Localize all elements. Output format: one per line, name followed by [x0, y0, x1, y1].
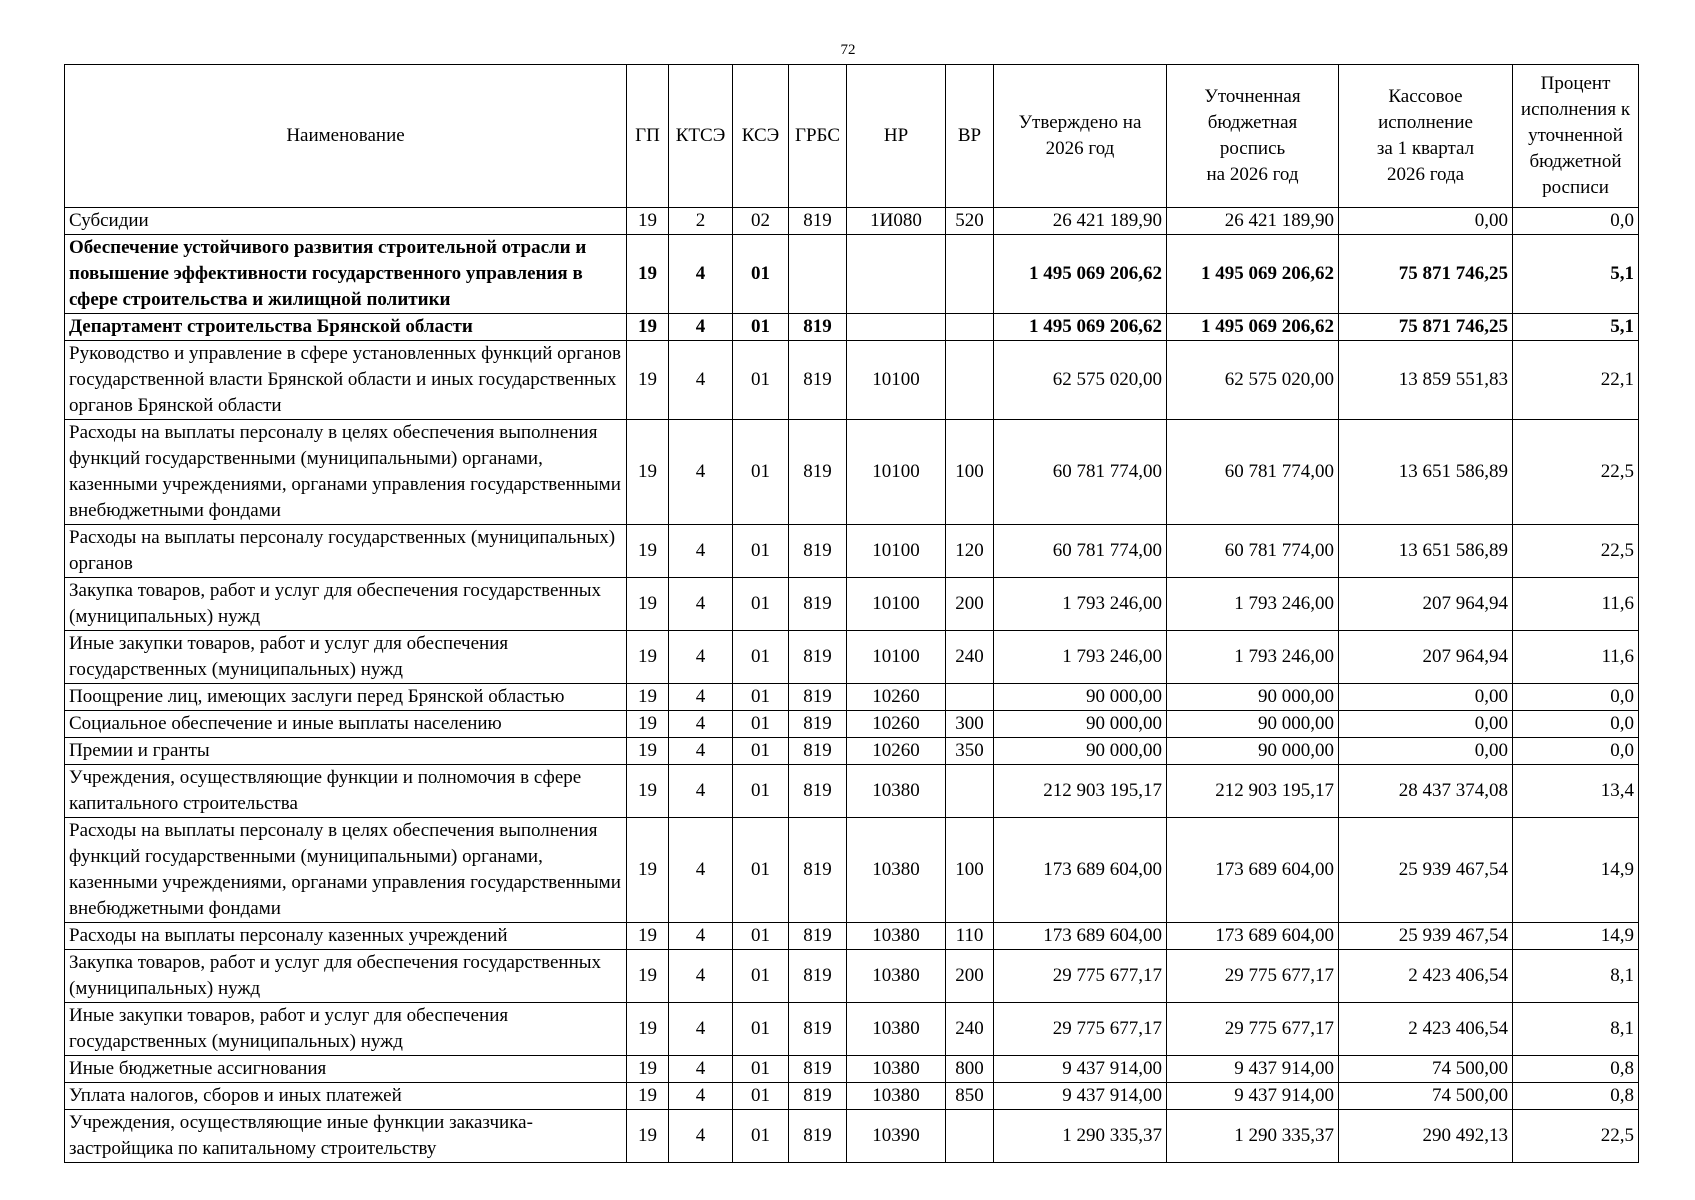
cell-cash: 13 651 586,89 [1339, 420, 1513, 525]
cell-vr [946, 341, 994, 420]
cell-kse: 01 [733, 684, 789, 711]
cell-gp: 19 [627, 1056, 669, 1083]
header-refined-line: бюджетная [1207, 112, 1298, 133]
cell-kse: 01 [733, 765, 789, 818]
cell-grbs: 819 [789, 525, 847, 578]
cell-kse: 01 [733, 738, 789, 765]
cell-nr: 10380 [847, 923, 946, 950]
cell-grbs: 819 [789, 684, 847, 711]
cell-approved: 60 781 774,00 [994, 525, 1167, 578]
table-row [65, 341, 1639, 420]
cell-approved: 1 495 069 206,62 [994, 314, 1167, 341]
cell-ktse: 4 [669, 235, 733, 314]
cell-approved: 29 775 677,17 [994, 1003, 1167, 1056]
table-row [65, 314, 1639, 341]
cell-refined: 1 495 069 206,62 [1167, 314, 1339, 341]
cell-nr [847, 314, 946, 341]
cell-grbs: 819 [789, 1056, 847, 1083]
cell-nr: 10100 [847, 578, 946, 631]
header-percent [1513, 65, 1639, 208]
cell-percent: 11,6 [1513, 578, 1639, 631]
table-row [65, 765, 1639, 818]
table-row [65, 525, 1639, 578]
cell-cash: 290 492,13 [1339, 1110, 1513, 1163]
cell-ktse: 4 [669, 1056, 733, 1083]
cell-approved: 1 793 246,00 [994, 578, 1167, 631]
cell-approved: 60 781 774,00 [994, 420, 1167, 525]
cell-grbs: 819 [789, 578, 847, 631]
table-row [65, 684, 1639, 711]
cell-vr [946, 684, 994, 711]
cell-kse: 02 [733, 208, 789, 235]
cell-nr: 10380 [847, 1003, 946, 1056]
cell-cash: 75 871 746,25 [1339, 314, 1513, 341]
cell-refined: 90 000,00 [1167, 738, 1339, 765]
header-percent-line: росписи [1542, 177, 1609, 198]
cell-gp: 19 [627, 631, 669, 684]
cell-refined: 1 495 069 206,62 [1167, 235, 1339, 314]
cell-kse: 01 [733, 950, 789, 1003]
cell-grbs: 819 [789, 818, 847, 923]
cell-vr: 350 [946, 738, 994, 765]
cell-percent: 0,0 [1513, 738, 1639, 765]
cell-kse: 01 [733, 1083, 789, 1110]
header-cash-line: Кассовое [1388, 86, 1463, 107]
cell-gp: 19 [627, 684, 669, 711]
cell-approved: 1 793 246,00 [994, 631, 1167, 684]
cell-approved: 1 290 335,37 [994, 1110, 1167, 1163]
cell-approved: 90 000,00 [994, 684, 1167, 711]
cell-grbs: 819 [789, 1003, 847, 1056]
cell-gp: 19 [627, 923, 669, 950]
header-percent-line: исполнения к [1520, 99, 1631, 120]
cell-percent: 8,1 [1513, 950, 1639, 1003]
cell-cash: 2 423 406,54 [1339, 950, 1513, 1003]
cell-name: Учреждения, осуществляющие функции и полномочия в сфере капитального строительства [65, 765, 627, 818]
cell-percent: 22,1 [1513, 341, 1639, 420]
table-row [65, 1110, 1639, 1163]
cell-refined: 90 000,00 [1167, 684, 1339, 711]
cell-percent: 22,5 [1513, 1110, 1639, 1163]
cell-gp: 19 [627, 1083, 669, 1110]
cell-refined: 1 793 246,00 [1167, 578, 1339, 631]
cell-kse: 01 [733, 314, 789, 341]
header-percent-line: бюджетной [1529, 151, 1622, 172]
cell-gp: 19 [627, 738, 669, 765]
table-body [65, 208, 1639, 1163]
table-row [65, 711, 1639, 738]
header-cash-line: за 1 квартал [1376, 138, 1475, 159]
cell-percent: 22,5 [1513, 525, 1639, 578]
cell-kse: 01 [733, 578, 789, 631]
cell-cash: 25 939 467,54 [1339, 923, 1513, 950]
header-refined-line: роспись [1219, 138, 1286, 159]
header-refined-line: Уточненная [1204, 86, 1301, 107]
cell-gp: 19 [627, 208, 669, 235]
cell-nr [847, 235, 946, 314]
header-grbs: ГРБС [789, 65, 847, 208]
cell-gp: 19 [627, 420, 669, 525]
table-row [65, 818, 1639, 923]
cell-nr: 10390 [847, 1110, 946, 1163]
cell-vr: 520 [946, 208, 994, 235]
cell-nr: 10380 [847, 765, 946, 818]
cell-percent: 5,1 [1513, 314, 1639, 341]
cell-gp: 19 [627, 525, 669, 578]
cell-name: Учреждения, осуществляющие иные функции заказчика-застройщика по капитальному строительству [65, 1110, 627, 1163]
cell-vr: 120 [946, 525, 994, 578]
cell-refined: 173 689 604,00 [1167, 818, 1339, 923]
cell-cash: 0,00 [1339, 684, 1513, 711]
cell-grbs: 819 [789, 711, 847, 738]
cell-percent: 14,9 [1513, 923, 1639, 950]
cell-refined: 173 689 604,00 [1167, 923, 1339, 950]
cell-kse: 01 [733, 420, 789, 525]
cell-vr: 800 [946, 1056, 994, 1083]
cell-vr: 200 [946, 950, 994, 1003]
header-name: Наименование [65, 65, 627, 208]
cell-name: Расходы на выплаты персоналу в целях обеспечения выполнения функций государственными (муниципальными) органами, казенными учреждениями, органами управления государственными внебюджетными фондами [65, 818, 627, 923]
header-refined [1167, 65, 1339, 208]
cell-refined: 90 000,00 [1167, 711, 1339, 738]
cell-cash: 25 939 467,54 [1339, 818, 1513, 923]
header-kse: КСЭ [733, 65, 789, 208]
cell-nr: 10380 [847, 1083, 946, 1110]
cell-ktse: 4 [669, 738, 733, 765]
cell-grbs: 819 [789, 1110, 847, 1163]
cell-vr: 110 [946, 923, 994, 950]
cell-approved: 173 689 604,00 [994, 923, 1167, 950]
cell-gp: 19 [627, 950, 669, 1003]
cell-gp: 19 [627, 1110, 669, 1163]
cell-cash: 28 437 374,08 [1339, 765, 1513, 818]
cell-cash: 74 500,00 [1339, 1083, 1513, 1110]
cell-gp: 19 [627, 578, 669, 631]
cell-name: Расходы на выплаты персоналу в целях обеспечения выполнения функций государственными (муниципальными) органами, казенными учреждениями, органами управления государственными внебюджетными фондами [65, 420, 627, 525]
cell-refined: 1 793 246,00 [1167, 631, 1339, 684]
cell-percent: 0,0 [1513, 684, 1639, 711]
cell-nr: 10260 [847, 738, 946, 765]
cell-ktse: 2 [669, 208, 733, 235]
cell-refined: 62 575 020,00 [1167, 341, 1339, 420]
cell-grbs: 819 [789, 314, 847, 341]
cell-refined: 29 775 677,17 [1167, 950, 1339, 1003]
cell-ktse: 4 [669, 684, 733, 711]
cell-approved: 1 495 069 206,62 [994, 235, 1167, 314]
header-approved [994, 65, 1167, 208]
cell-kse: 01 [733, 235, 789, 314]
cell-percent: 0,8 [1513, 1083, 1639, 1110]
cell-grbs: 819 [789, 420, 847, 525]
table-header-row [65, 65, 1639, 208]
cell-grbs: 819 [789, 950, 847, 1003]
cell-cash: 75 871 746,25 [1339, 235, 1513, 314]
cell-approved: 212 903 195,17 [994, 765, 1167, 818]
header-ktse: КТСЭ [669, 65, 733, 208]
table-row [65, 923, 1639, 950]
cell-ktse: 4 [669, 818, 733, 923]
cell-gp: 19 [627, 235, 669, 314]
cell-kse: 01 [733, 525, 789, 578]
header-cash-line: 2026 года [1386, 164, 1465, 185]
cell-kse: 01 [733, 923, 789, 950]
cell-cash: 0,00 [1339, 208, 1513, 235]
cell-cash: 13 651 586,89 [1339, 525, 1513, 578]
table-row [65, 631, 1639, 684]
cell-refined: 26 421 189,90 [1167, 208, 1339, 235]
cell-percent: 22,5 [1513, 420, 1639, 525]
cell-refined: 60 781 774,00 [1167, 525, 1339, 578]
cell-grbs: 819 [789, 738, 847, 765]
cell-cash: 2 423 406,54 [1339, 1003, 1513, 1056]
table-row [65, 1056, 1639, 1083]
cell-ktse: 4 [669, 314, 733, 341]
cell-nr: 1И080 [847, 208, 946, 235]
cell-gp: 19 [627, 1003, 669, 1056]
cell-nr: 10380 [847, 950, 946, 1003]
cell-ktse: 4 [669, 578, 733, 631]
table-row [65, 1083, 1639, 1110]
cell-approved: 26 421 189,90 [994, 208, 1167, 235]
cell-ktse: 4 [669, 631, 733, 684]
table-row [65, 578, 1639, 631]
cell-vr: 300 [946, 711, 994, 738]
cell-kse: 01 [733, 1056, 789, 1083]
table-row [65, 738, 1639, 765]
cell-grbs: 819 [789, 1083, 847, 1110]
cell-kse: 01 [733, 818, 789, 923]
cell-ktse: 4 [669, 1083, 733, 1110]
cell-refined: 29 775 677,17 [1167, 1003, 1339, 1056]
cell-percent: 0,0 [1513, 711, 1639, 738]
cell-gp: 19 [627, 314, 669, 341]
header-approved-line: 2026 год [1045, 138, 1115, 159]
cell-percent: 5,1 [1513, 235, 1639, 314]
cell-vr [946, 314, 994, 341]
cell-kse: 01 [733, 1110, 789, 1163]
cell-ktse: 4 [669, 525, 733, 578]
header-cash-line: исполнение [1378, 112, 1473, 133]
cell-vr [946, 235, 994, 314]
cell-vr: 240 [946, 631, 994, 684]
cell-approved: 90 000,00 [994, 711, 1167, 738]
cell-name: Закупка товаров, работ и услуг для обеспечения государственных (муниципальных) нужд [65, 578, 627, 631]
cell-ktse: 4 [669, 1003, 733, 1056]
cell-refined: 1 290 335,37 [1167, 1110, 1339, 1163]
cell-grbs: 819 [789, 765, 847, 818]
table-row [65, 1003, 1639, 1056]
cell-percent: 13,4 [1513, 765, 1639, 818]
cell-nr: 10100 [847, 631, 946, 684]
header-approved-line: Утверждено на [1018, 112, 1142, 133]
cell-ktse: 4 [669, 950, 733, 1003]
budget-table [64, 64, 1639, 1163]
cell-gp: 19 [627, 765, 669, 818]
cell-name: Иные бюджетные ассигнования [65, 1056, 627, 1083]
cell-nr: 10100 [847, 420, 946, 525]
cell-name: Руководство и управление в сфере установленных функций органов государственной власти Брянской области и иных государственных органов Брянской области [65, 341, 627, 420]
cell-kse: 01 [733, 631, 789, 684]
cell-grbs: 819 [789, 341, 847, 420]
cell-name: Расходы на выплаты персоналу государственных (муниципальных) органов [65, 525, 627, 578]
cell-nr: 10380 [847, 818, 946, 923]
cell-name: Обеспечение устойчивого развития строительной отрасли и повышение эффективности государственного управления в сфере строительства и жилищной политики [65, 235, 627, 314]
cell-cash: 0,00 [1339, 738, 1513, 765]
cell-percent: 0,8 [1513, 1056, 1639, 1083]
cell-name: Иные закупки товаров, работ и услуг для обеспечения государственных (муниципальных) нужд [65, 1003, 627, 1056]
cell-vr [946, 1110, 994, 1163]
cell-nr: 10100 [847, 341, 946, 420]
cell-grbs: 819 [789, 208, 847, 235]
cell-name: Социальное обеспечение и иные выплаты населению [65, 711, 627, 738]
cell-percent: 14,9 [1513, 818, 1639, 923]
cell-nr: 10100 [847, 525, 946, 578]
cell-nr: 10260 [847, 711, 946, 738]
cell-refined: 60 781 774,00 [1167, 420, 1339, 525]
cell-approved: 173 689 604,00 [994, 818, 1167, 923]
cell-nr: 10380 [847, 1056, 946, 1083]
cell-approved: 62 575 020,00 [994, 341, 1167, 420]
cell-gp: 19 [627, 711, 669, 738]
cell-name: Субсидии [65, 208, 627, 235]
cell-grbs: 819 [789, 923, 847, 950]
cell-vr [946, 765, 994, 818]
cell-ktse: 4 [669, 1110, 733, 1163]
header-vr: ВР [946, 65, 994, 208]
cell-ktse: 4 [669, 420, 733, 525]
page-number: 72 [840, 42, 856, 58]
cell-percent: 8,1 [1513, 1003, 1639, 1056]
cell-refined: 9 437 914,00 [1167, 1083, 1339, 1110]
cell-approved: 9 437 914,00 [994, 1083, 1167, 1110]
cell-kse: 01 [733, 1003, 789, 1056]
cell-vr: 240 [946, 1003, 994, 1056]
table-row [65, 420, 1639, 525]
cell-ktse: 4 [669, 341, 733, 420]
header-cash [1339, 65, 1513, 208]
cell-cash: 13 859 551,83 [1339, 341, 1513, 420]
cell-percent: 0,0 [1513, 208, 1639, 235]
cell-cash: 207 964,94 [1339, 631, 1513, 684]
cell-gp: 19 [627, 818, 669, 923]
table-row [65, 208, 1639, 235]
cell-grbs: 819 [789, 631, 847, 684]
cell-refined: 9 437 914,00 [1167, 1056, 1339, 1083]
cell-cash: 207 964,94 [1339, 578, 1513, 631]
cell-approved: 29 775 677,17 [994, 950, 1167, 1003]
cell-cash: 74 500,00 [1339, 1056, 1513, 1083]
cell-grbs [789, 235, 847, 314]
cell-vr: 850 [946, 1083, 994, 1110]
table-row [65, 950, 1639, 1003]
header-refined-line: на 2026 год [1206, 164, 1299, 185]
header-percent-line: Процент [1540, 73, 1611, 94]
cell-name: Расходы на выплаты персоналу казенных учреждений [65, 923, 627, 950]
cell-gp: 19 [627, 341, 669, 420]
cell-cash: 0,00 [1339, 711, 1513, 738]
cell-ktse: 4 [669, 765, 733, 818]
cell-approved: 90 000,00 [994, 738, 1167, 765]
header-nr: НР [847, 65, 946, 208]
header-percent-line: уточненной [1528, 125, 1623, 146]
cell-name: Премии и гранты [65, 738, 627, 765]
cell-approved: 9 437 914,00 [994, 1056, 1167, 1083]
cell-refined: 212 903 195,17 [1167, 765, 1339, 818]
cell-ktse: 4 [669, 711, 733, 738]
cell-name: Поощрение лиц, имеющих заслуги перед Брянской областью [65, 684, 627, 711]
cell-name: Закупка товаров, работ и услуг для обеспечения государственных (муниципальных) нужд [65, 950, 627, 1003]
cell-kse: 01 [733, 341, 789, 420]
cell-ktse: 4 [669, 923, 733, 950]
header-gp: ГП [627, 65, 669, 208]
cell-vr: 100 [946, 818, 994, 923]
cell-name: Иные закупки товаров, работ и услуг для обеспечения государственных (муниципальных) нужд [65, 631, 627, 684]
cell-percent: 11,6 [1513, 631, 1639, 684]
cell-name: Департамент строительства Брянской области [65, 314, 627, 341]
cell-name: Уплата налогов, сборов и иных платежей [65, 1083, 627, 1110]
cell-vr: 200 [946, 578, 994, 631]
table-row [65, 235, 1639, 314]
cell-nr: 10260 [847, 684, 946, 711]
cell-kse: 01 [733, 711, 789, 738]
cell-vr: 100 [946, 420, 994, 525]
